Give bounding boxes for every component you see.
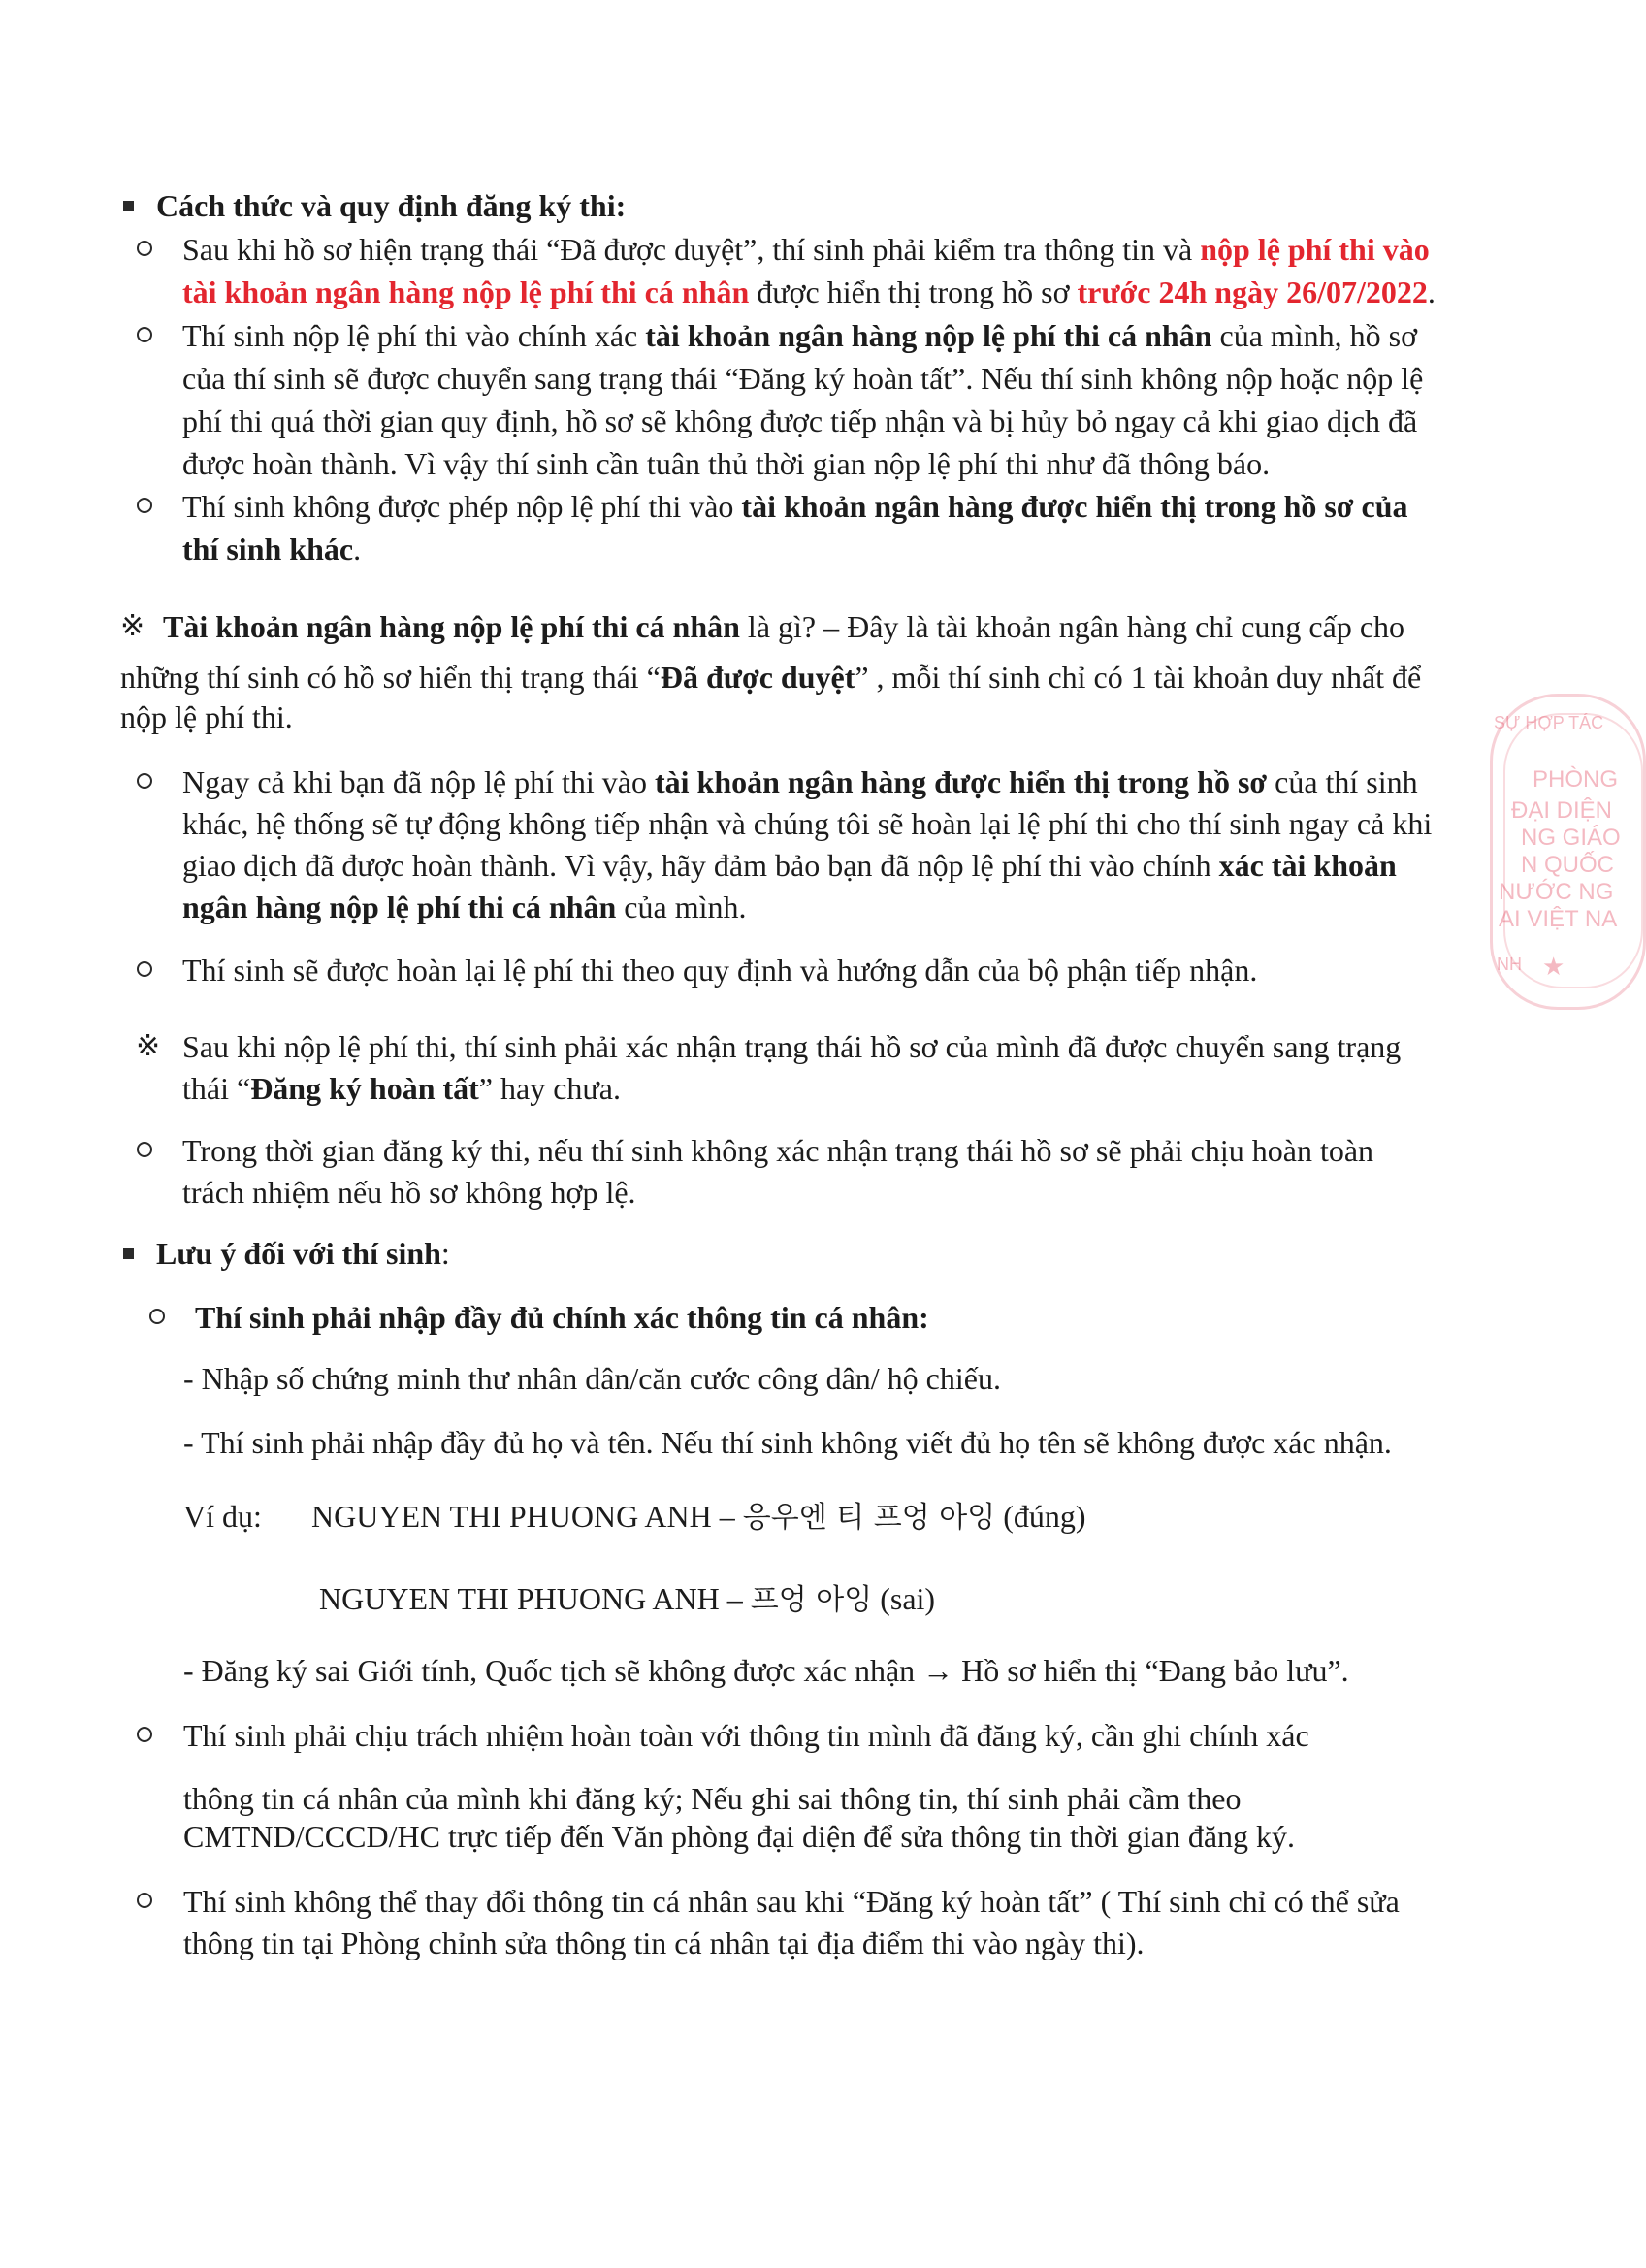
text-line: được hoàn thành. Vì vậy thí sinh cần tuân thủ thời gian nộp lệ phí thi như đã thông báo. — [182, 446, 1271, 481]
text-span: . — [1427, 275, 1436, 309]
circle-bullet-icon — [137, 241, 152, 256]
bold-text: Đã được duyệt — [660, 660, 855, 695]
text-span: NGUYEN THI PHUONG ANH – — [319, 1581, 751, 1616]
text-span: (đúng) — [995, 1499, 1086, 1534]
circle-bullet-icon — [137, 1893, 152, 1908]
text-line: Sau khi nộp lệ phí thi, thí sinh phải xác nhận trạng thái hồ sơ của mình đã được chuyển sang trạng — [182, 1029, 1402, 1064]
stamp-text: SỰ HỢP TÁC — [1494, 713, 1604, 732]
korean-text: 프엉 아잉 — [750, 1583, 873, 1617]
stamp-text: PHÒNG — [1533, 766, 1619, 793]
korean-text: 응우엔 티 프엉 아잉 — [742, 1501, 996, 1535]
text-line: khác, hệ thống sẽ tự động không tiếp nhận và chúng tôi sẽ hoàn lại lệ phí thi cho thí sinh ngay cả khi — [182, 806, 1433, 841]
deadline-text: trước 24h ngày 26/07/2022 — [1077, 275, 1428, 309]
text-span: của thí sinh — [1267, 764, 1418, 799]
text-span: được hiển thị trong hồ sơ — [749, 275, 1078, 309]
bold-text: xác tài khoản — [1218, 848, 1397, 883]
square-bullet-icon — [123, 1248, 134, 1259]
stamp-text: NG GIÁO — [1521, 825, 1621, 851]
highlight-text: nộp lệ phí thi vào — [1200, 232, 1430, 267]
circle-bullet-icon — [137, 773, 152, 789]
text-span: Thí sinh nộp lệ phí thi vào chính xác — [182, 318, 646, 353]
circle-bullet-icon — [137, 327, 152, 342]
text-line: trách nhiệm nếu hồ sơ không hợp lệ. — [182, 1175, 636, 1210]
stamp-text: NH — [1497, 955, 1522, 974]
text-span: của mình, hồ sơ — [1211, 318, 1418, 353]
text-span: Ngay cả khi bạn đã nộp lệ phí thi vào — [182, 764, 655, 799]
bold-text: thí sinh khác — [182, 532, 354, 567]
text-line: CMTND/CCCD/HC trực tiếp đến Văn phòng đại diện để sửa thông tin thời gian đăng ký. — [183, 1819, 1296, 1854]
sub-heading-text: Thí sinh phải nhập đầy đủ chính xác thông tin cá nhân: — [195, 1300, 929, 1335]
text-line: của thí sinh sẽ được chuyển sang trạng thái “Đăng ký hoàn tất”. Nếu thí sinh không nộp hoặc nộp lệ — [182, 361, 1424, 396]
text-span: là gì? – Đây là tài khoản ngân hàng chỉ cung cấp cho — [739, 609, 1405, 644]
stamp-text: ĐẠI DIỆN — [1511, 797, 1613, 824]
circle-bullet-icon — [137, 1142, 152, 1157]
text-span: của mình. — [616, 890, 747, 924]
stamp-text: N QUỐC — [1521, 852, 1614, 878]
text-line: - Đăng ký sai Giới tính, Quốc tịch sẽ không được xác nhận → Hồ sơ hiển thị “Đang bảo lưu”. — [183, 1653, 1349, 1688]
section-heading-text: Cách thức và quy định đăng ký thi: — [156, 188, 627, 223]
text-line: Trong thời gian đăng ký thi, nếu thí sinh không xác nhận trạng thái hồ sơ sẽ phải chịu hoàn toàn — [182, 1133, 1374, 1168]
stamp-text: NƯỚC NG — [1499, 879, 1614, 905]
text-line: - Nhập số chứng minh thư nhân dân/căn cước công dân/ hộ chiếu. — [183, 1361, 1001, 1396]
text-span: (sai) — [872, 1581, 936, 1616]
bold-text: Tài khoản ngân hàng nộp lệ phí thi cá nhân — [163, 609, 740, 644]
star-icon: ★ — [1542, 953, 1565, 982]
text-line: - Thí sinh phải nhập đầy đủ họ và tên. Nếu thí sinh không viết đủ họ tên sẽ không được xác nhận. — [183, 1425, 1392, 1460]
text-span: ” , mỗi thí sinh chỉ có 1 tài khoản duy nhất để — [855, 660, 1422, 695]
circle-bullet-icon — [137, 1727, 152, 1742]
text-line: thông tin tại Phòng chỉnh sửa thông tin cá nhân tại địa điểm thi vào ngày thi). — [183, 1926, 1145, 1960]
text-span: Thí sinh không được phép nộp lệ phí thi vào — [182, 489, 742, 524]
text-line: Thí sinh không thể thay đổi thông tin cá nhân sau khi “Đăng ký hoàn tất” ( Thí sinh chỉ có thể sửa — [183, 1884, 1400, 1919]
text-line: nộp lệ phí thi. — [120, 699, 293, 734]
text-span: NGUYEN THI PHUONG ANH – — [311, 1499, 743, 1534]
circle-bullet-icon — [137, 961, 152, 977]
bold-text: tài khoản ngân hàng nộp lệ phí thi cá nhân — [645, 318, 1212, 353]
text-span: những thí sinh có hồ sơ hiển thị trạng thái “ — [120, 660, 661, 695]
circle-bullet-icon — [149, 1309, 165, 1324]
text-line: Thí sinh sẽ được hoàn lại lệ phí thi theo quy định và hướng dẫn của bộ phận tiếp nhận. — [182, 953, 1258, 988]
text-span: ” hay chưa. — [478, 1071, 621, 1106]
text-span: thái “ — [182, 1071, 251, 1106]
highlight-text: tài khoản ngân hàng nộp lệ phí thi cá nhân — [182, 275, 750, 309]
example-label: Ví dụ: — [183, 1499, 262, 1534]
text-span: giao dịch đã được hoàn thành. Vì vậy, hãy đảm bảo bạn đã nộp lệ phí thi vào chính — [182, 848, 1219, 883]
reference-mark-icon: ※ — [136, 1029, 161, 1063]
text-line: thông tin cá nhân của mình khi đăng ký; Nếu ghi sai thông tin, thí sinh phải cầm theo — [183, 1781, 1242, 1816]
stamp-text: AI VIỆT NA — [1499, 906, 1618, 932]
circle-bullet-icon — [137, 498, 152, 513]
bold-text: tài khoản ngân hàng được hiển thị trong hồ sơ của — [741, 489, 1408, 524]
section-heading-text: Lưu ý đối với thí sinh — [156, 1236, 441, 1271]
text-line: phí thi quá thời gian quy định, hồ sơ sẽ không được tiếp nhận và bị hủy bỏ ngay cả khi giao dịch đã — [182, 404, 1418, 438]
reference-mark-icon: ※ — [120, 609, 145, 643]
bold-text: tài khoản ngân hàng được hiển thị trong hồ sơ — [654, 764, 1268, 799]
text-line: Thí sinh phải chịu trách nhiệm hoàn toàn với thông tin mình đã đăng ký, cần ghi chính xác — [183, 1718, 1309, 1753]
bold-text: Đăng ký hoàn tất — [250, 1071, 479, 1106]
text-span: . — [353, 532, 362, 567]
square-bullet-icon — [123, 201, 134, 211]
text-span: Sau khi hồ sơ hiện trạng thái “Đã được duyệt”, thí sinh phải kiểm tra thông tin và — [182, 232, 1201, 267]
text-span: : — [440, 1236, 450, 1271]
bold-text: ngân hàng nộp lệ phí thi cá nhân — [182, 890, 617, 924]
